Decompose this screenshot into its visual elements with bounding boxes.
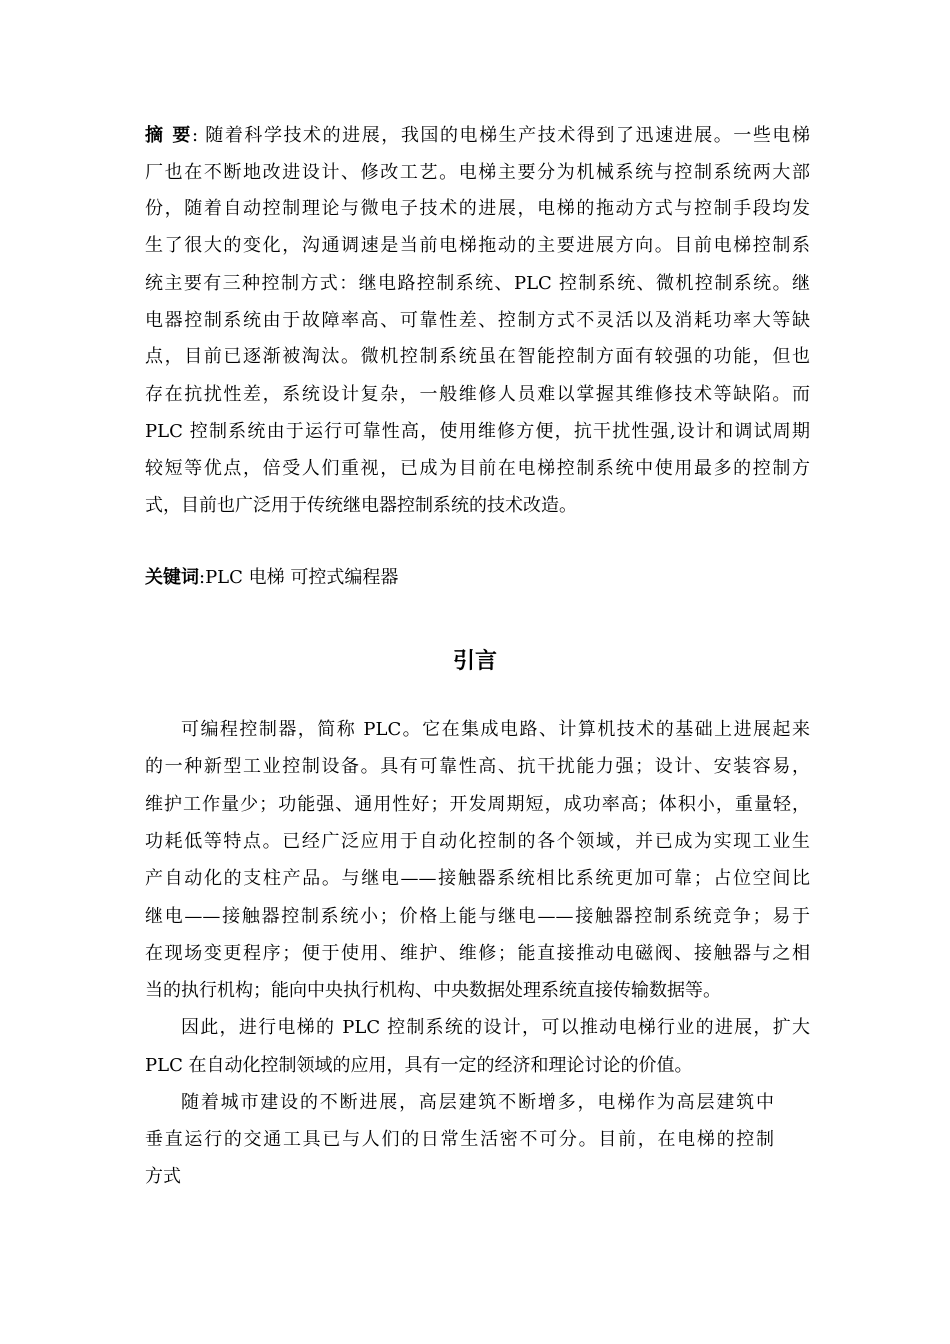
- abstract-line-3: 份，随着自动控制理论与微电子技术的进展，电梯的拖动方式与控制手段均发: [145, 198, 810, 219]
- intro-line-13: 方式: [145, 1166, 181, 1187]
- abstract-line-5: 统主要有三种控制方式：继电路控制系统、PLC 控制系统、微机控制系统。继: [145, 273, 810, 294]
- intro-line-11: 随着城市建设的不断进展，高层建筑不断增多，电梯作为高层建筑中: [181, 1092, 774, 1113]
- abstract-line-10: 较短等优点，倍受人们重视，已成为目前在电梯控制系统中使用最多的控制方: [145, 458, 810, 479]
- abstract-line-text: : 随着科学技术的进展，我国的电梯生产技术得到了迅速进展。一些电梯: [191, 125, 810, 146]
- keywords-line: [145, 566, 810, 590]
- abstract-line-1: [145, 124, 810, 148]
- abstract-line-4: 生了很大的变化，沟通调速是当前电梯拖动的主要进展方向。目前电梯控制系: [145, 235, 810, 256]
- abstract-line-6: 电器控制系统由于故障率高、可靠性差、控制方式不灵活以及消耗功率大等缺: [145, 310, 810, 331]
- intro-line-9: 因此，进行电梯的 PLC 控制系统的设计，可以推动电梯行业的进展，扩大: [181, 1017, 810, 1038]
- intro-line-12: 垂直运行的交通工具已与人们的日常生活密不可分。目前，在电梯的控制: [145, 1129, 774, 1150]
- intro-line-1: 可编程控制器，简称 PLC。它在集成电路、计算机技术的基础上进展起来: [181, 719, 810, 740]
- abstract-line-7: 点，目前已逐渐被淘汰。微机控制系统虽在智能控制方面有较强的功能，但也: [145, 346, 810, 367]
- intro-line-3: 维护工作量少；功能强、通用性好；开发周期短，成功率高；体积小，重量轻，: [145, 794, 810, 815]
- abstract-line-9: PLC 控制系统由于运行可靠性高，使用维修方便，抗干扰性强,设计和调试周期: [145, 421, 810, 442]
- keywords-text: :PLC 电梯 可控式编程器: [199, 567, 399, 588]
- intro-line-6: 继电——接触器控制系统小；价格上能与继电——接触器控制系统竞争；易于: [145, 906, 810, 927]
- intro-line-2: 的一种新型工业控制设备。具有可靠性高、抗干扰能力强；设计、安装容易，: [145, 756, 810, 777]
- abstract-line-2: 厂也在不断地改进设计、修改工艺。电梯主要分为机械系统与控制系统两大部: [145, 162, 810, 183]
- intro-line-4: 功耗低等特点。已经广泛应用于自动化控制的各个领域，并已成为实现工业生: [145, 831, 810, 852]
- keywords-label: 关键词: [145, 567, 199, 588]
- intro-line-7: 在现场变更程序；便于使用、维护、维修；能直接推动电磁阀、接触器与之相: [145, 943, 810, 964]
- abstract-line-8: 存在抗扰性差，系统设计复杂，一般维修人员难以掌握其维修技术等缺陷。而: [145, 384, 810, 405]
- intro-line-10: PLC 在自动化控制领域的应用，具有一定的经济和理论讨论的价值。: [145, 1055, 693, 1076]
- intro-line-8: 当的执行机构；能向中央执行机构、中央数据处理系统直接传输数据等。: [145, 980, 721, 1001]
- section-title: 引言: [452, 649, 497, 674]
- abstract-label: 摘 要: [145, 125, 192, 146]
- intro-line-5: 产自动化的支柱产品。与继电——接触器系统相比系统更加可靠；占位空间比: [145, 868, 810, 889]
- abstract-line-11: 式，目前也广泛用于传统继电器控制系统的技术改造。: [145, 495, 577, 516]
